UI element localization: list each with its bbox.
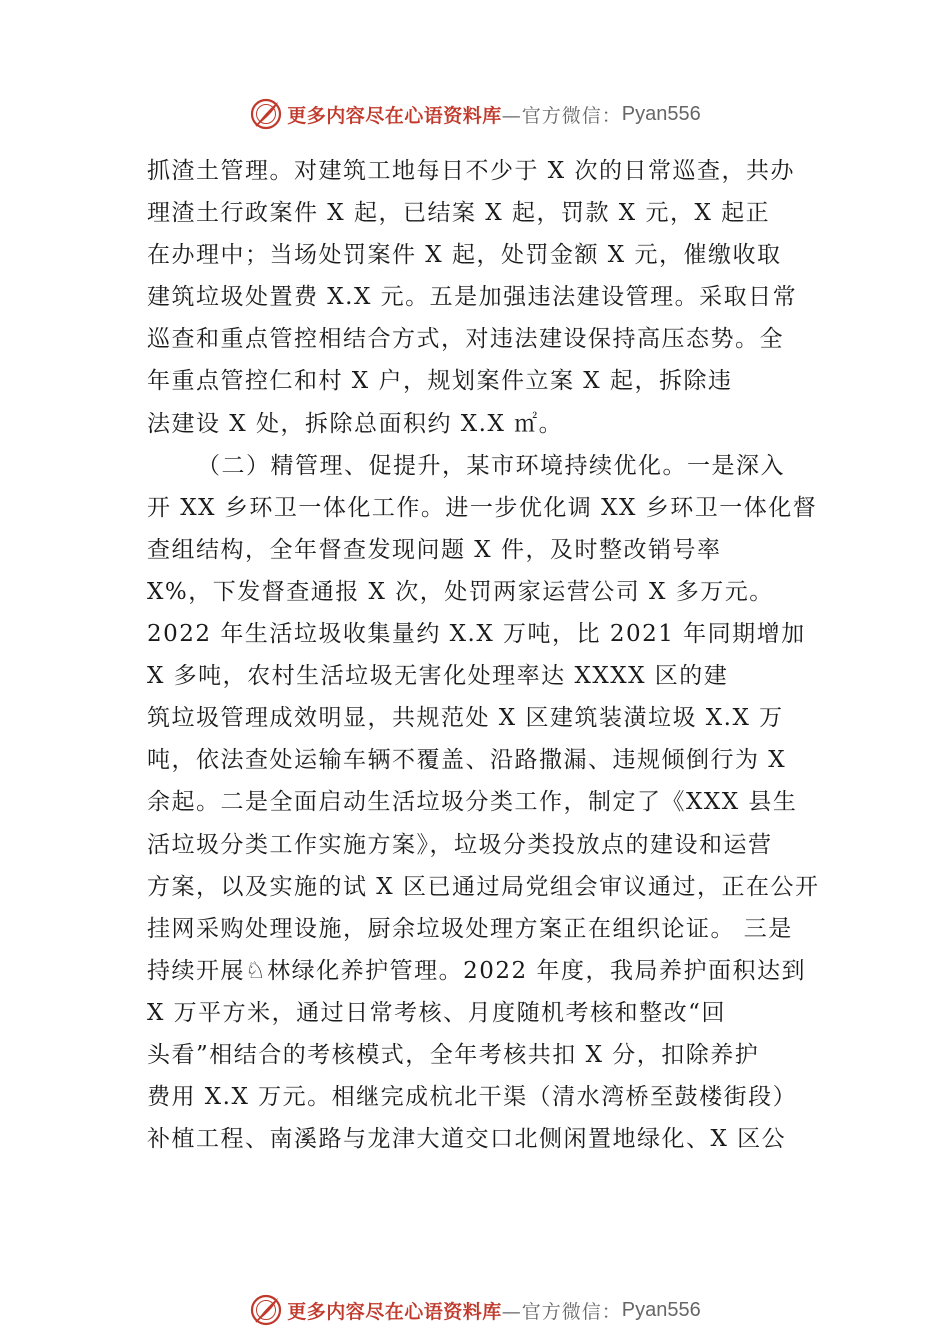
body-line: 头看”相结合的考核模式，全年考核共扣 X 分，扣除养护 xyxy=(147,1041,760,1068)
body-line: 建筑垃圾处置费 X.X 元。五是加强违法建设管理。采取日常 xyxy=(147,284,798,311)
header-wechat-id: Pyan556 xyxy=(621,102,701,125)
body-line: 2022 年生活垃圾收集量约 X.X 万吨，比 2021 年同期增加 xyxy=(147,621,806,648)
body-line: 理渣土行政案件 X 起，已结案 X 起，罚款 X 元，X 起正 xyxy=(147,200,771,227)
feather-pen-seal-icon xyxy=(249,1293,283,1327)
body-line: 费用 X.X 万元。相继完成杭北干渠（清水湾桥至鼓楼街段） xyxy=(147,1084,798,1111)
body-line: X 万平方米，通过日常考核、月度随机考核和整改“回 xyxy=(147,999,726,1026)
body-line: 查组结构，全年督查发现问题 X 件，及时整改销号率 xyxy=(147,536,722,563)
header-banner xyxy=(0,94,950,134)
footer-banner xyxy=(0,1290,950,1330)
body-line: 法建设 X 处，拆除总面积约 X.X ㎡。 xyxy=(147,410,564,437)
body-line: 抓渣土管理。对建筑工地每日不少于 X 次的日常巡查，共办 xyxy=(147,158,795,184)
body-line: 开 XX 乡环卫一体化工作。进一步优化调 XX 乡环卫一体化督 xyxy=(147,494,818,521)
body-line: 在办理中；当场处罚案件 X 起，处罚金额 X 元，催缴收取 xyxy=(147,242,782,269)
body-line: 余起。二是全面启动生活垃圾分类工作，制定了《XXX 县生 xyxy=(147,789,798,816)
body-line: X 多吨，农村生活垃圾无害化处理率达 XXXX 区的建 xyxy=(147,663,729,690)
body-line: 吨，依法查处运输车辆不覆盖、沿路撒漏、违规倾倒行为 X xyxy=(147,747,787,774)
body-line: X%，下发督查通报 X 次，处罚两家运营公司 X 多万元。 xyxy=(147,578,774,605)
feather-pen-seal-icon xyxy=(249,97,283,131)
body-line: 方案，以及实施的试 X 区已通过局党组会审议通过，正在公开 xyxy=(147,873,820,900)
footer-wechat-id: Pyan556 xyxy=(621,1298,701,1321)
body-line: 挂网采购处理设施，厨余垃圾处理方案正在组织论证。 三是 xyxy=(147,915,793,942)
document-body xyxy=(147,150,827,1160)
footer-brand-text: 更多内容尽在心语资料库 xyxy=(287,1300,502,1323)
body-line: 年重点管控仁和村 X 户，规划案件立案 X 起，拆除违 xyxy=(147,368,733,395)
body-line: 补植工程、南溪路与龙津大道交口北侧闲置地绿化、X 区公 xyxy=(147,1126,787,1153)
body-line: 持续开展♘林绿化养护管理。2022 年度，我局养护面积达到 xyxy=(147,957,806,984)
body-line: 巡查和重点管控相结合方式，对违法建设保持高压态势。全 xyxy=(147,326,784,353)
header-separator-text: —官方微信： xyxy=(501,104,622,127)
section-heading-line: （二）精管理、促提升，某市环境持续优化。一是深入 xyxy=(197,452,785,479)
body-line: 活垃圾分类工作实施方案》，垃圾分类投放点的建设和运营 xyxy=(147,831,773,858)
body-line: 筑垃圾管理成效明显，共规范处 X 区建筑装潢垃圾 X.X 万 xyxy=(147,705,784,732)
header-brand-text: 更多内容尽在心语资料库 xyxy=(287,104,502,127)
footer-separator-text: —官方微信： xyxy=(501,1300,622,1323)
